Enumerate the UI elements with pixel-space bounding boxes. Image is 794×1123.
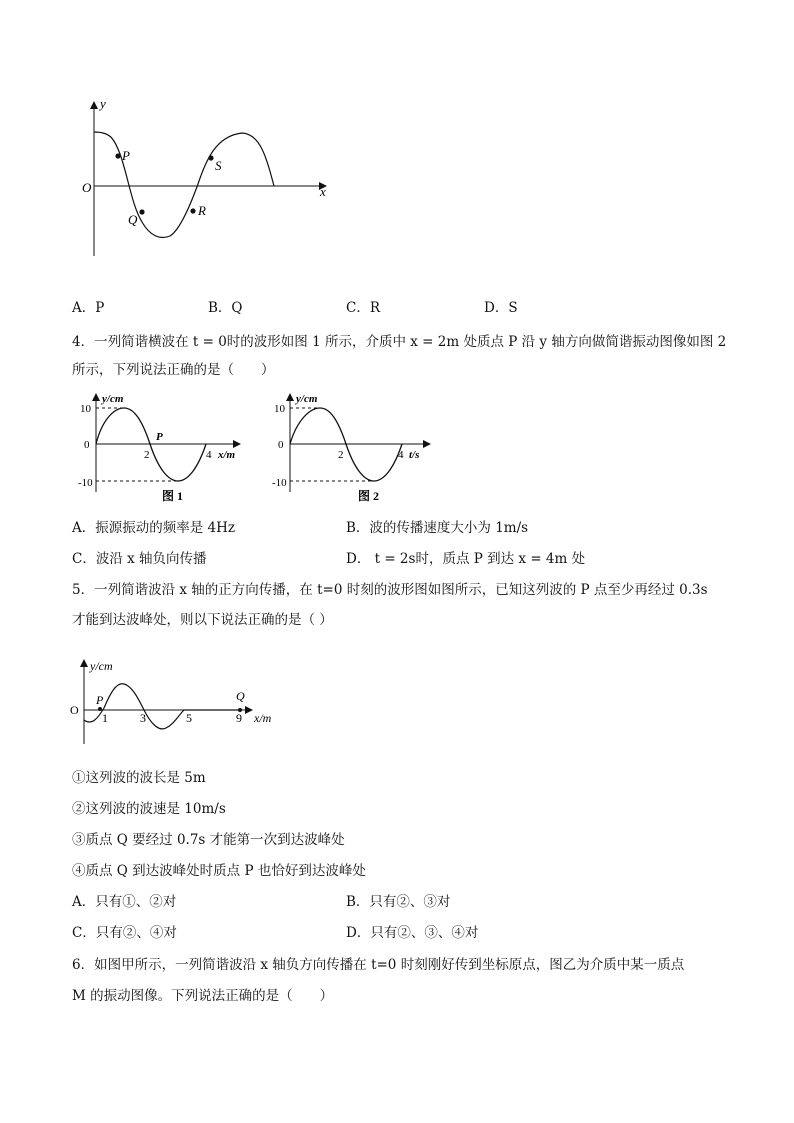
- q5-y-label: y/cm: [90, 659, 113, 673]
- q5-tick-3: 3: [140, 711, 146, 725]
- q4-option-c[interactable]: C．波沿 x 轴负向传播: [72, 551, 207, 567]
- q5-option-c[interactable]: C．只有②、④对: [72, 925, 177, 941]
- q4f1-zero-label: 0: [84, 439, 90, 451]
- q3-x-label: x: [320, 184, 326, 199]
- q4f2-tick-2: 2: [338, 449, 344, 461]
- q3-wave-figure: [80, 96, 340, 266]
- q4f2-x-label: t/s: [409, 449, 420, 461]
- q4f2-bottom-label: -10: [272, 477, 287, 489]
- q4f1-y-label: y/cm: [102, 393, 124, 405]
- q6-stem-line-2: M 的振动图像。下列说法正确的是（ ）: [72, 988, 334, 1004]
- q6-stem-line-1: 6．如图甲所示，一列简谐波沿 x 轴负方向传播在 t=0 时刻刚好传到坐标原点，图乙为介质中某一质点: [72, 957, 685, 973]
- q5-option-b[interactable]: B．只有②、③对: [346, 894, 451, 910]
- q3-point-q: [139, 209, 144, 214]
- q4f2-y-label: y/cm: [296, 393, 318, 405]
- q3-point-s: [208, 155, 213, 160]
- q5-tick-5: 5: [186, 711, 192, 725]
- q3-label-r: R: [198, 203, 206, 218]
- q5-stem-line-2: 才能到达波峰处，则以下说法正确的是（ ）: [72, 612, 333, 628]
- q4f2-zero-label: 0: [278, 439, 284, 451]
- q5-x-label: x/m: [254, 711, 272, 725]
- q4f1-x-label: x/m: [218, 449, 236, 461]
- q5-label-q: Q: [236, 689, 245, 703]
- q4f1-top-label: 10: [80, 403, 91, 415]
- q3-label-s: S: [215, 158, 222, 173]
- q5-tick-9: 9: [236, 711, 242, 725]
- q5-option-a[interactable]: A．只有①、②对: [72, 894, 177, 910]
- q4f1-point-p: P: [156, 431, 163, 443]
- q3-point-r: [190, 208, 195, 213]
- q4f1-bottom-label: -10: [78, 477, 93, 489]
- q4-figure-2: [272, 390, 447, 510]
- q5-stem-line-1: 5．一列简谐波沿 x 轴的正方向传播，在 t=0 时刻的波形图如图所示，已知这列波的 P 点至少再经过 0.3s: [72, 582, 708, 598]
- q3-option-a[interactable]: A．P: [72, 300, 105, 316]
- q3-point-p: [115, 153, 120, 158]
- q4-stem-line-1: 4．一列简谐横波在 t = 0时的波形如图 1 所示，介质中 x = 2m 处质点 P 沿 y 轴方向做简谐振动图像如图 2: [72, 334, 727, 350]
- q3-option-b[interactable]: B．Q: [208, 300, 243, 316]
- q3-label-p: P: [122, 148, 130, 163]
- q4f1-tick-2: 2: [144, 449, 150, 461]
- q3-wave-curve: [94, 132, 274, 237]
- q4f2-tick-4: 4: [398, 449, 404, 461]
- q4-option-d[interactable]: D． t = 2s时，质点 P 到达 x = 4m 处: [346, 551, 586, 567]
- q3-option-d[interactable]: D．S: [484, 300, 518, 316]
- q3-label-q: Q: [128, 212, 138, 227]
- q3-y-label: y: [100, 96, 106, 111]
- q5-statement-2: ②这列波的波速是 10m/s: [72, 801, 226, 817]
- q4-option-a[interactable]: A．振源振动的频率是 4Hz: [72, 520, 236, 536]
- q5-statement-4: ④质点 Q 到达波峰处时质点 P 也恰好到达波峰处: [72, 863, 366, 879]
- q4-option-b[interactable]: B．波的传播速度大小为 1m/s: [346, 520, 529, 536]
- q4-figure-1: [78, 390, 253, 510]
- q5-option-d[interactable]: D．只有②、③、④对: [346, 925, 479, 941]
- q5-origin-label: O: [70, 703, 79, 717]
- q3-option-c[interactable]: C．R: [346, 300, 380, 316]
- q5-label-p: P: [96, 693, 104, 707]
- q5-statement-1: ①这列波的波长是 5m: [72, 770, 206, 786]
- q4-stem-line-2: 所示，下列说法正确的是（ ）: [72, 362, 275, 378]
- q5-statement-3: ③质点 Q 要经过 0.7s 才能第一次到达波峰处: [72, 832, 345, 848]
- q4f2-caption: 图 2: [358, 489, 380, 503]
- q4f2-top-label: 10: [274, 403, 285, 415]
- q4f1-tick-4: 4: [206, 449, 212, 461]
- q3-origin-label: O: [82, 180, 92, 195]
- q5-wave-figure: [66, 652, 286, 748]
- q5-tick-1: 1: [102, 711, 108, 725]
- q4f1-caption: 图 1: [162, 489, 184, 503]
